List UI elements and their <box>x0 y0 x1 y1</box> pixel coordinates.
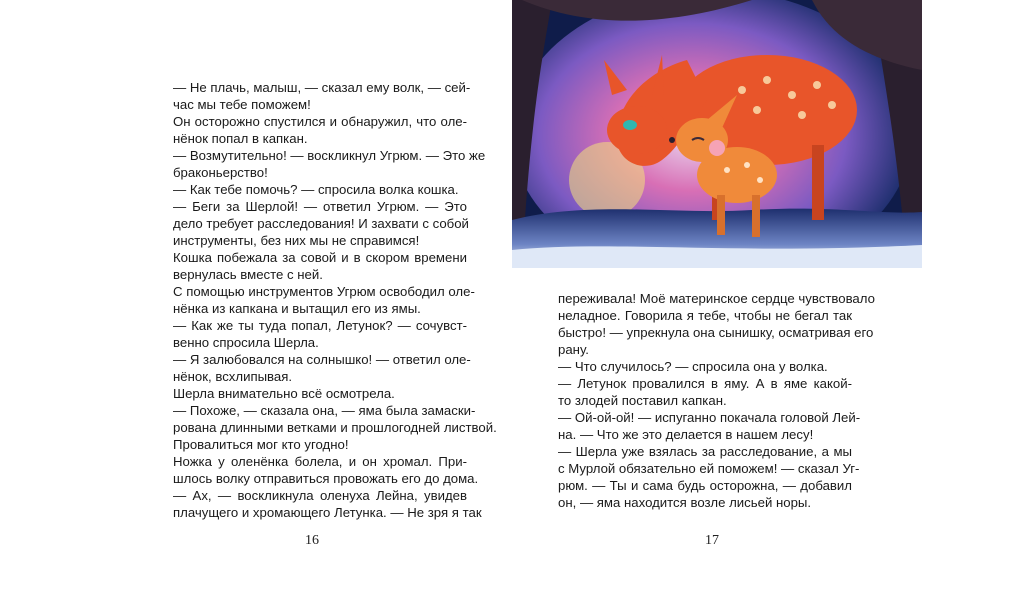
text-line: переживала! Моё материнское сердце чувствовало <box>558 291 875 306</box>
text-line: — Ой-ой-ой! — испуганно покачала головой Лей- <box>558 410 861 425</box>
text-line: Он осторожно спустился и обнаружил, что оле- <box>173 114 467 129</box>
mother-deer-head <box>607 106 667 154</box>
text-line: Провалиться мог кто угодно! <box>173 437 349 452</box>
text-line: — Как же ты туда попал, Летунок? — сочувст- <box>173 318 467 333</box>
spot <box>724 167 730 173</box>
text-line: на. — Что же это делается в нашем лесу! <box>558 427 814 442</box>
mother-deer-leg-2 <box>812 145 824 220</box>
text-line: вернулась вместе с ней. <box>173 267 323 282</box>
spot <box>738 86 746 94</box>
spot <box>757 177 763 183</box>
right-page <box>512 0 1024 600</box>
text-line: час мы тебе поможем! <box>173 97 311 112</box>
text-line: — Похоже, — сказала она, — яма была замаски- <box>173 403 476 418</box>
text-line: С помощью инструментов Угрюм освободил оле- <box>173 284 475 299</box>
mother-deer-eye <box>623 120 637 130</box>
spot <box>798 111 806 119</box>
deer-illustration <box>512 0 922 268</box>
text-line: дело требует расследования! И захвати с собой <box>173 216 469 231</box>
text-line: Шерла внимательно всё осмотрела. <box>173 386 395 401</box>
text-line: с Мурлой обязательно ей поможем! — сказал Уг- <box>558 461 860 476</box>
text-line: рану. <box>558 342 589 357</box>
text-line: рюм. — Ты и сама будь осторожна, — добавил <box>558 478 852 493</box>
text-line: — Беги за Шерлой! — ответил Угрюм. — Это <box>173 199 467 214</box>
spot <box>828 101 836 109</box>
text-line: браконьерство! <box>173 165 268 180</box>
text-line: — Возмутительно! — воскликнул Угрюм. — Это же <box>173 148 486 163</box>
text-line: — Шерла уже взялась за расследование, а мы <box>558 444 852 459</box>
deer-illustration-svg <box>512 0 922 268</box>
left-page-text <box>173 79 497 521</box>
text-line: — Не плачь, малыш, — сказал ему волк, — сей- <box>173 80 471 95</box>
text-line: неладное. Говорила я тебе, чтобы не бегал так <box>558 308 852 323</box>
left-page-number: 16 <box>305 533 319 548</box>
text-line: Ножка у оленёнка болела, и он хромал. При- <box>173 454 467 469</box>
right-page-text <box>558 290 875 511</box>
text-line: — Ах, — воскликнула оленуха Лейна, увидев <box>173 488 467 503</box>
text-line: то злодей поставил капкан. <box>558 393 727 408</box>
fawn-cheek <box>709 140 725 156</box>
mother-deer-nose <box>669 137 675 143</box>
text-line: — Что случилось? — спросила она у волка. <box>558 359 828 374</box>
text-line: инструменты, без них мы не справимся! <box>173 233 420 248</box>
text-line: быстро! — упрекнула она сынишку, осматривая его <box>558 325 874 340</box>
text-line: Кошка побежала за совой и в скором времени <box>173 250 467 265</box>
fawn-leg-1 <box>717 195 725 235</box>
fawn-leg-2 <box>752 195 760 237</box>
text-line: нёнка из капкана и вытащил его из ямы. <box>173 301 421 316</box>
spot <box>753 106 761 114</box>
right-page-number: 17 <box>705 533 719 548</box>
text-line: — Летунок провалился в яму. А в яме какой- <box>558 376 852 391</box>
spot <box>813 81 821 89</box>
spot <box>744 162 750 168</box>
text-line: шлось волку отправиться провожать его до дома. <box>173 471 479 486</box>
text-line: он, — яма находится возле лисьей норы. <box>558 495 812 510</box>
text-line: — Я залюбовался на солнышко! — ответил оле- <box>173 352 471 367</box>
text-line: нёнок, всхлипывая. <box>173 369 293 384</box>
text-line: — Как тебе помочь? — спросила волка кошка. <box>173 182 459 197</box>
snow-drift <box>512 245 922 268</box>
text-line: плачущего и хромающего Летунка. — Не зря я так <box>173 505 482 520</box>
text-line: рована длинными ветками и прошлогодней листвой. <box>173 420 497 435</box>
spot <box>763 76 771 84</box>
text-line: венно спросила Шерла. <box>173 335 319 350</box>
spot <box>788 91 796 99</box>
text-line: нёнок попал в капкан. <box>173 131 308 146</box>
